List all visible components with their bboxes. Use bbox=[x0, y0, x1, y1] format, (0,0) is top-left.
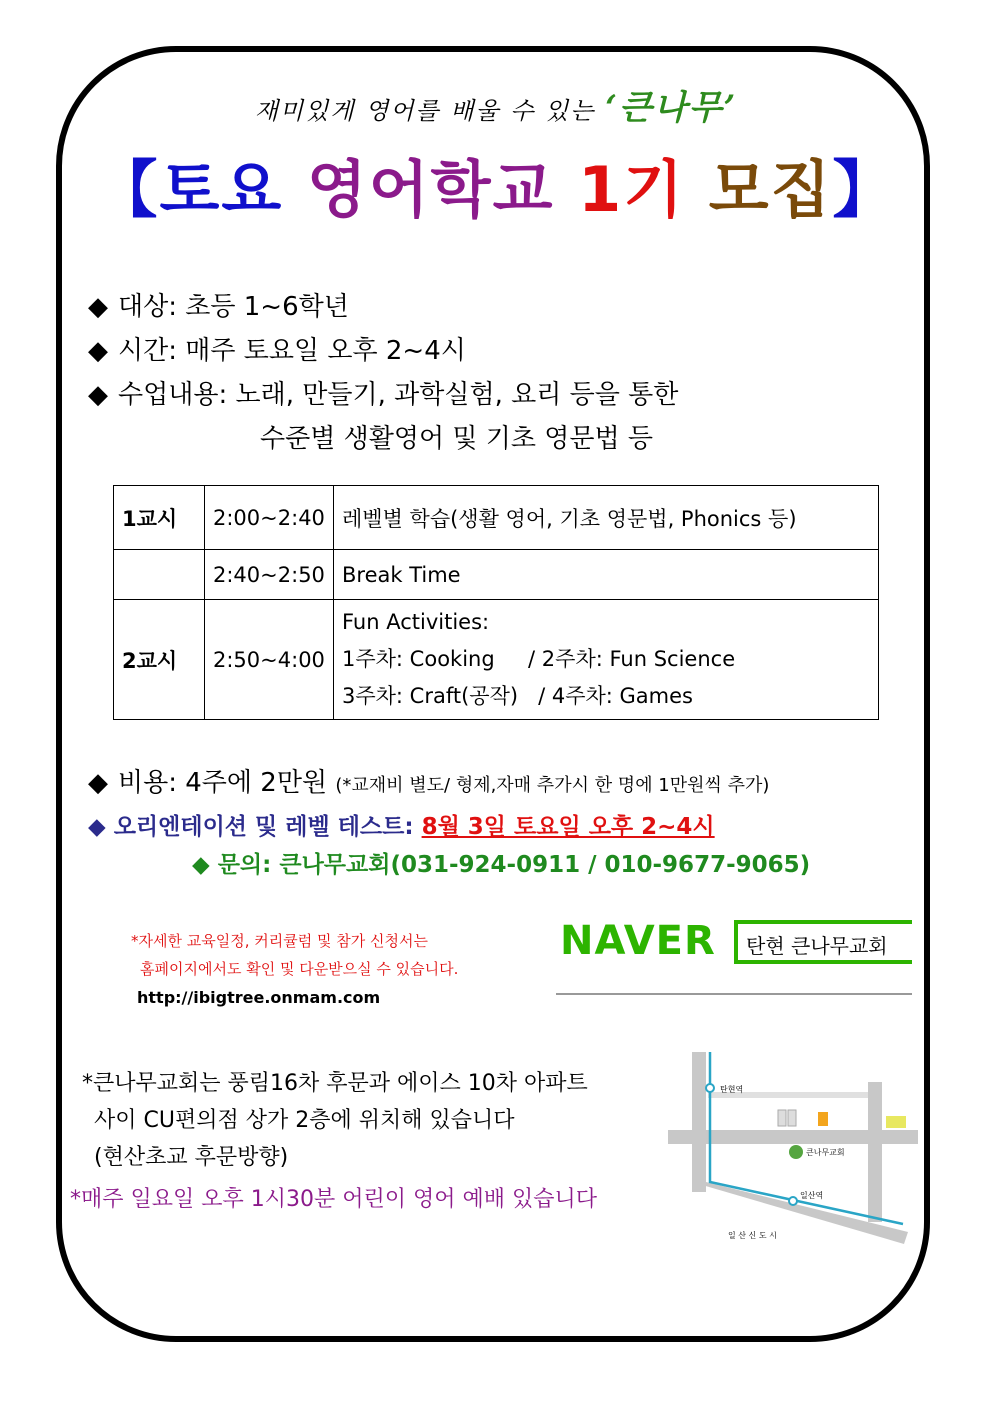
contact-text: 문의: 큰나무교회(031-924-0911 / 010-9677-9065) bbox=[217, 852, 811, 878]
table-row bbox=[114, 486, 879, 550]
title-close-bracket: 】 bbox=[832, 153, 897, 226]
diamond-bullet-icon: ◆ bbox=[192, 852, 210, 878]
location-map bbox=[668, 1052, 918, 1252]
tagline-brand: ‘큰나무’ bbox=[605, 88, 738, 128]
period-cell: 2교시 bbox=[114, 600, 205, 720]
location-line2: 사이 CU편의점 상가 2층에 위치해 있습니다 bbox=[94, 1108, 515, 1133]
map-label-area: 일 산 신 도 시 bbox=[728, 1231, 777, 1240]
table-row bbox=[114, 550, 879, 600]
tagline bbox=[0, 80, 992, 129]
station-marker bbox=[706, 1084, 714, 1092]
naver-logo: NAVER bbox=[560, 918, 716, 964]
divider bbox=[556, 993, 912, 995]
diamond-bullet-icon: ◆ bbox=[88, 380, 108, 410]
table-row bbox=[114, 600, 879, 720]
church-marker bbox=[789, 1145, 803, 1159]
orientation-line bbox=[88, 808, 715, 841]
time-cell: 2:40~2:50 bbox=[205, 550, 334, 600]
cu-store-marker bbox=[818, 1112, 828, 1126]
info-time-text: 시간: 매주 토요일 오후 2~4시 bbox=[118, 336, 466, 366]
homepage-link[interactable]: http://ibigtree.onmam.com bbox=[137, 988, 381, 1007]
tagline-prefix: 재미있게 영어를 배울 수 있는 bbox=[254, 97, 596, 125]
detail-note-line1: *자세한 교육일정, 커리큘럼 및 참가 신청서는 bbox=[131, 932, 428, 950]
info-time bbox=[88, 330, 466, 367]
location-line1: *큰나무교회는 풍림16차 후문과 에이스 10차 아파트 bbox=[82, 1071, 588, 1096]
detail-note-line2: 홈페이지에서도 확인 및 다운받으실 수 있습니다. bbox=[140, 960, 459, 978]
activity-line: 1주차: Cooking / 2주차: Fun Science bbox=[342, 647, 736, 671]
title-word-first-term: 1기 bbox=[578, 153, 686, 226]
diamond-bullet-icon: ◆ bbox=[88, 336, 108, 366]
map-road bbox=[868, 1082, 882, 1222]
station-marker bbox=[789, 1197, 797, 1205]
contact-line bbox=[192, 846, 810, 879]
diamond-bullet-icon: ◆ bbox=[88, 814, 106, 840]
diamond-bullet-icon: ◆ bbox=[88, 292, 108, 322]
period-cell: 1교시 bbox=[114, 486, 205, 550]
orientation-date: 8월 3일 토요일 오후 2~4시 bbox=[421, 814, 715, 840]
info-target bbox=[88, 286, 349, 323]
map-road bbox=[692, 1052, 706, 1192]
activity-line: 3주차: Craft(공작) / 4주차: Games bbox=[342, 684, 693, 708]
info-content bbox=[88, 374, 678, 411]
time-cell: 2:00~2:40 bbox=[205, 486, 334, 550]
content-cell: Break Time bbox=[334, 550, 879, 600]
map-label-station1: 탄현역 bbox=[720, 1085, 744, 1094]
map-label-station2: 일산역 bbox=[800, 1191, 824, 1200]
info-content-text: 수업내용: 노래, 만들기, 과학실험, 요리 등을 통한 bbox=[118, 380, 679, 410]
naver-search-field[interactable]: 탄현 큰나무교회 bbox=[734, 920, 912, 964]
cost-text: 비용: 4주에 2만원 bbox=[118, 768, 328, 798]
page-title bbox=[0, 140, 992, 229]
activity-line: Fun Activities: bbox=[342, 610, 490, 634]
location-line3: (현산초교 후문방향) bbox=[94, 1145, 289, 1170]
orientation-label: 오리엔테이션 및 레벨 테스트: bbox=[113, 814, 414, 840]
diamond-bullet-icon: ◆ bbox=[88, 768, 108, 798]
time-cell: 2:50~4:00 bbox=[205, 600, 334, 720]
title-open-bracket: 【 bbox=[95, 153, 160, 226]
content-cell: 레벨별 학습(생활 영어, 기초 영문법, Phonics 등) bbox=[334, 486, 879, 550]
info-target-text: 대상: 초등 1~6학년 bbox=[118, 292, 349, 322]
content-cell bbox=[334, 600, 879, 720]
period-cell bbox=[114, 550, 205, 600]
title-word-recruit: 모집 bbox=[708, 153, 833, 226]
sunday-service-note: *매주 일요일 오후 1시30분 어린이 영어 예배 있습니다 bbox=[70, 1187, 597, 1212]
map-label-church: 큰나무교회 bbox=[806, 1148, 845, 1157]
cost-line bbox=[88, 762, 769, 799]
title-word-english-school: 영어학교 bbox=[306, 153, 555, 226]
naver-search-banner[interactable] bbox=[556, 918, 912, 966]
info-content-continued: 수준별 생활영어 및 기초 영문법 등 bbox=[260, 424, 653, 454]
schedule-table bbox=[113, 485, 879, 720]
title-word-saturday: 토요 bbox=[159, 153, 284, 226]
cost-note: (*교재비 별도/ 형제,자매 추가시 한 명에 1만원씩 추가) bbox=[335, 775, 770, 796]
